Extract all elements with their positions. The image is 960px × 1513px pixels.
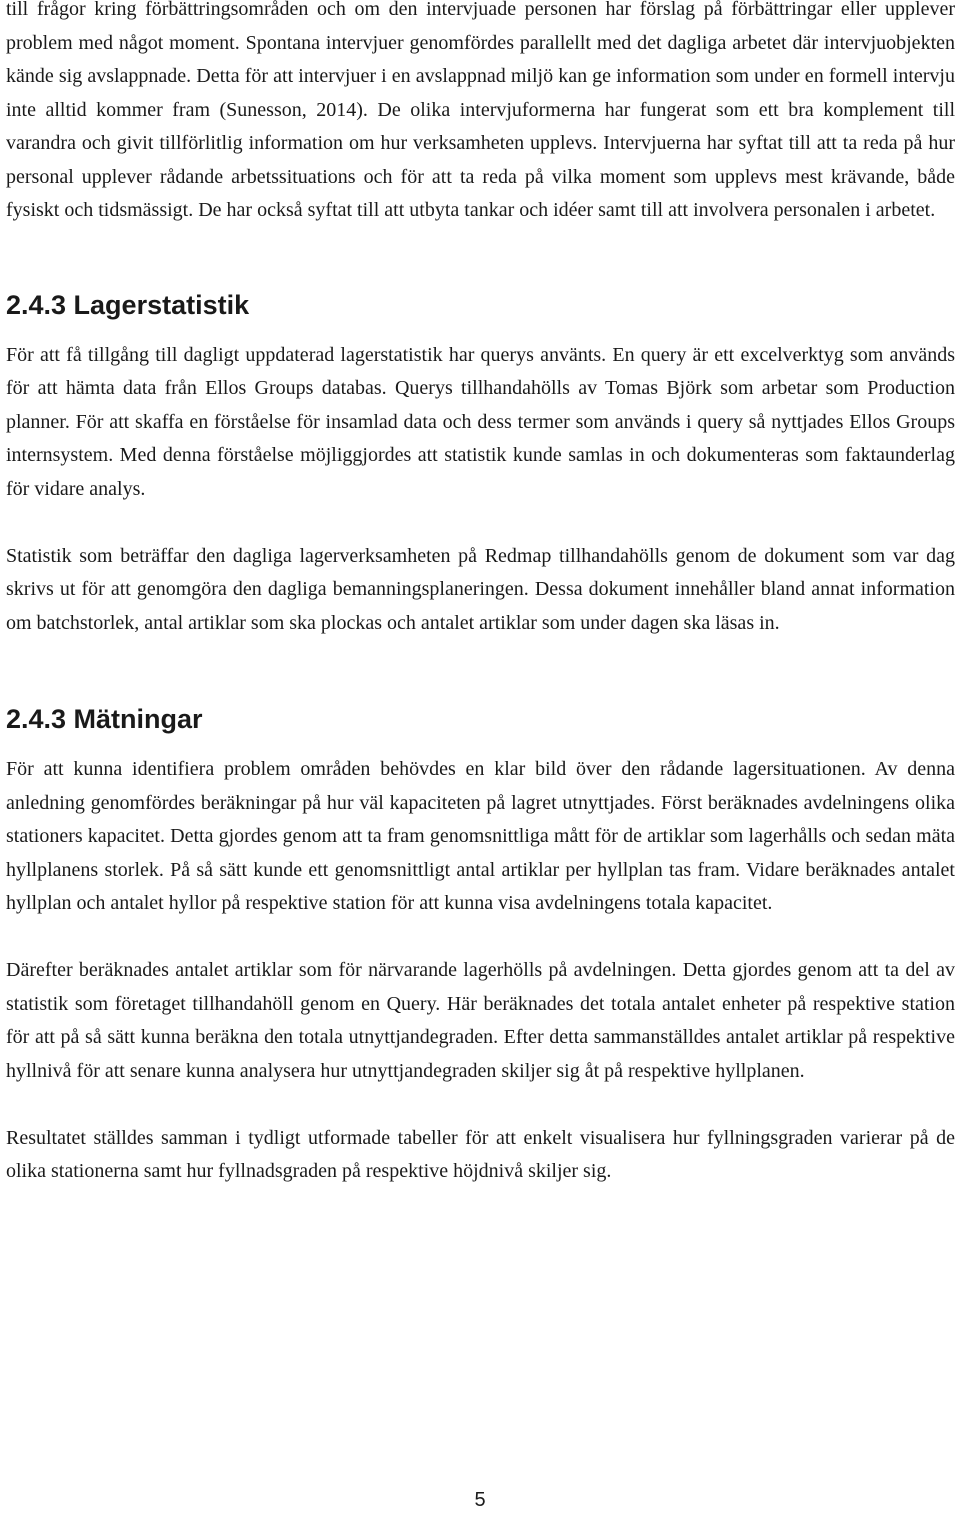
lagerstatistik-paragraph-1: För att få tillgång till dagligt uppdaterad lagerstatistik har querys använts. En query är ett excelverktyg som används för att hämta data från Ellos Groups databas. Querys tillhandahölls av Tomas Björk som arbetar som Production planner. För att skaffa en förståelse för insamlad data och dess termer som används i query så nyttjades Ellos Groups internsystem. Med denna förståelse möjliggjordes att statistik kunde samlas in och dokumenteras som faktaunderlag för vidare analys. — [6, 343, 955, 500]
matningar-paragraph-2: Därefter beräknades antalet artiklar som för närvarande lagerhölls på avdelningen. Detta gjordes genom att ta del av statistik som företaget tillhandahöll genom en Query. Här beräknades det totala antalet enheter på respektive station för att på så sätt kunna beräkna den totala utnyttjandegraden. Efter detta sammanställdes antalet artiklar på respektive hyllnivå för att senare kunna analysera hur utnyttjandegraden skiljer sig åt på respektive hyllplanen. — [6, 959, 955, 1082]
matningar-paragraph-3: Resultatet ställdes samman i tydligt utformade tabeller för att enkelt visualisera hur fyllningsgraden varierar på de olika stationerna samt hur fyllnadsgraden på respektive höjdnivå skiljer sig. — [6, 1126, 955, 1182]
intro-paragraph: till frågor kring förbättringsområden och om den intervjuade personen har förslag på förbättringar eller upplever problem med något moment. Spontana intervjuer genomfördes parallellt med det dagliga arbetet där intervjuobjekten kände sig avslappnade. Detta för att intervjuer i en avslappnad miljö kan ge information som under en formell intervju inte alltid kommer fram (Sunesson, 2014). De olika intervjuformerna har fungerat som ett bra komplement till varandra och givit tillförlitlig information om hur verksamheten upplevs. Intervjuerna har syftat till att ta reda på hur personal upplever rådande arbetssituations och för att ta reda på vilka moment som upplevs mest krävande, både fysiskt och tidsmässigt. De har också syftat till att utbyta tankar och idéer samt till att involvera personalen i arbetet. — [6, 0, 955, 221]
page-number: 5 — [474, 1489, 486, 1511]
document-page — [6, 0, 955, 1189]
lagerstatistik-paragraph-2: Statistik som beträffar den dagliga lagerverksamheten på Redmap tillhandahölls genom de dokument som var dag skrivs ut för att genomgöra den dagliga bemanningsplaneringen. Dessa dokument innehåller bland annat information om batchstorlek, antal artiklar som ska plockas och antalet artiklar som under dagen ska läsas in. — [6, 544, 955, 634]
section-heading-lagerstatistik: 2.4.3 Lagerstatistik — [6, 289, 250, 320]
section-heading-matningar: 2.4.3 Mätningar — [6, 704, 203, 734]
matningar-paragraph-1: För att kunna identifiera problem områden behövdes en klar bild över den rådande lagersituationen. Av denna anledning genomfördes beräkningar på hur väl kapaciteten på lagret utnyttjades. Först beräknades avdelningens olika stationers kapacitet. Detta gjordes genom att ta fram genomsnittliga mått för de artiklar som lagerhålls och sedan mäta hyllplanens storlek. På så sätt kunde ett genomsnittligt antal artiklar per hyllplan tas fram. Vidare beräknades antalet hyllplan och antalet hyllor på respektive station för att kunna visa avdelningens totala kapacitet. — [6, 758, 955, 914]
